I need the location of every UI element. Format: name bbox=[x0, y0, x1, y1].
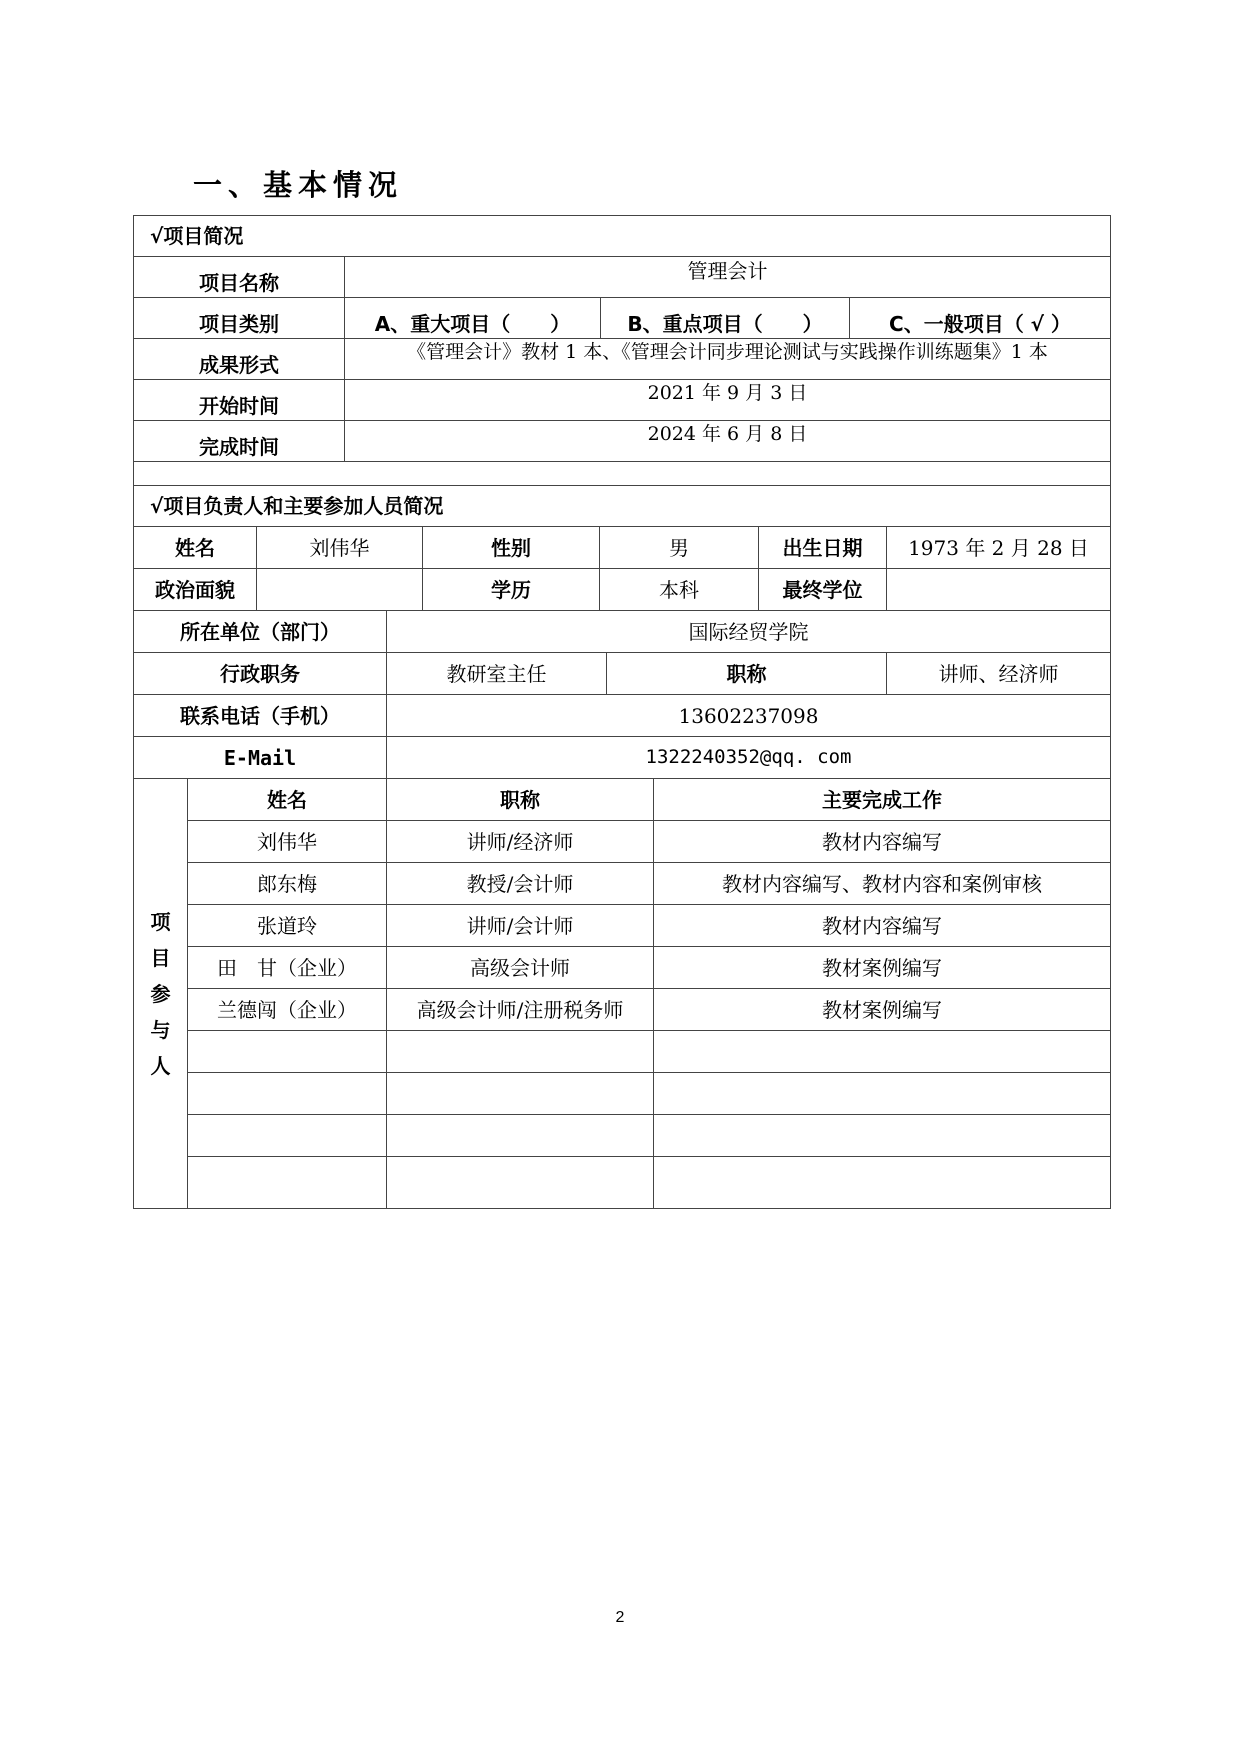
leader-name-label: 姓名 bbox=[133, 526, 257, 569]
start-time-label: 开始时间 bbox=[133, 379, 345, 421]
participant-work: 教材案例编写 bbox=[653, 988, 1111, 1031]
participant-name bbox=[187, 1156, 387, 1209]
side-label-char: 目 bbox=[150, 945, 171, 970]
participant-name bbox=[187, 1072, 387, 1115]
participant-work: 教材内容编写 bbox=[653, 904, 1111, 947]
participant-name bbox=[187, 1114, 387, 1157]
participant-name: 郎东梅 bbox=[187, 862, 387, 905]
side-label-char: 项 bbox=[150, 909, 171, 934]
participant-title: 讲师/会计师 bbox=[386, 904, 654, 947]
side-label-char: 与 bbox=[150, 1017, 171, 1042]
participant-work bbox=[653, 1156, 1111, 1209]
participant-title: 讲师/经济师 bbox=[386, 820, 654, 863]
birth-date-value: 1973 年 2 月 28 日 bbox=[886, 526, 1111, 569]
birth-date-label: 出生日期 bbox=[758, 526, 887, 569]
side-label-char: 人 bbox=[150, 1053, 171, 1078]
participants-col-title: 职称 bbox=[386, 778, 654, 821]
participant-title bbox=[386, 1114, 654, 1157]
output-form-value: 《管理会计》教材 1 本、《管理会计同步理论测试与实践操作训练题集》1 本 bbox=[344, 338, 1111, 380]
degree-value bbox=[886, 568, 1111, 611]
gender-label: 性别 bbox=[422, 526, 600, 569]
category-general: C、一般项目（ √ ） bbox=[849, 297, 1111, 339]
gender-value: 男 bbox=[599, 526, 759, 569]
participant-name bbox=[187, 1030, 387, 1073]
page-number: 2 bbox=[615, 1609, 625, 1626]
professional-title-label: 职称 bbox=[606, 652, 887, 695]
degree-label: 最终学位 bbox=[758, 568, 887, 611]
leader-name-value: 刘伟华 bbox=[256, 526, 423, 569]
participant-name: 兰德闯（企业） bbox=[187, 988, 387, 1031]
admin-position-value: 教研室主任 bbox=[386, 652, 607, 695]
participant-name: 张道玲 bbox=[187, 904, 387, 947]
email-label: E-Mail bbox=[133, 736, 387, 779]
participant-name: 田 甘（企业） bbox=[187, 946, 387, 989]
spacer-row bbox=[133, 461, 1111, 486]
leader-section-header: √项目负责人和主要参加人员简况 bbox=[133, 485, 1111, 527]
phone-label: 联系电话（手机） bbox=[133, 694, 387, 737]
participant-name: 刘伟华 bbox=[187, 820, 387, 863]
participant-title bbox=[386, 1072, 654, 1115]
participant-work: 教材案例编写 bbox=[653, 946, 1111, 989]
email-value: 1322240352@qq. com bbox=[386, 736, 1111, 779]
participant-work bbox=[653, 1030, 1111, 1073]
professional-title-value: 讲师、经济师 bbox=[886, 652, 1111, 695]
participant-work: 教材内容编写 bbox=[653, 820, 1111, 863]
politics-label: 政治面貌 bbox=[133, 568, 257, 611]
end-time-value: 2024 年 6 月 8 日 bbox=[344, 420, 1111, 462]
unit-value: 国际经贸学院 bbox=[386, 610, 1111, 653]
participant-work bbox=[653, 1072, 1111, 1115]
participants-col-work: 主要完成工作 bbox=[653, 778, 1111, 821]
phone-value: 13602237098 bbox=[386, 694, 1111, 737]
project-name-value: 管理会计 bbox=[344, 256, 1111, 298]
category-key: B、重点项目（ ） bbox=[600, 297, 850, 339]
politics-value bbox=[256, 568, 423, 611]
start-time-value: 2021 年 9 月 3 日 bbox=[344, 379, 1111, 421]
participant-title: 教授/会计师 bbox=[386, 862, 654, 905]
section-title: 一、基本情况 bbox=[193, 168, 404, 202]
side-label-char: 参 bbox=[150, 981, 171, 1006]
participant-title bbox=[386, 1156, 654, 1209]
unit-label: 所在单位（部门） bbox=[133, 610, 387, 653]
admin-position-label: 行政职务 bbox=[133, 652, 387, 695]
project-overview-header: √项目简况 bbox=[133, 215, 1111, 257]
category-major: A、重大项目（ ） bbox=[344, 297, 601, 339]
participant-title: 高级会计师/注册税务师 bbox=[386, 988, 654, 1031]
participants-col-name: 姓名 bbox=[187, 778, 387, 821]
education-value: 本科 bbox=[599, 568, 759, 611]
education-label: 学历 bbox=[422, 568, 600, 611]
participant-work bbox=[653, 1114, 1111, 1157]
participant-title: 高级会计师 bbox=[386, 946, 654, 989]
end-time-label: 完成时间 bbox=[133, 420, 345, 462]
participants-side-label bbox=[133, 778, 188, 1209]
participant-title bbox=[386, 1030, 654, 1073]
output-form-label: 成果形式 bbox=[133, 338, 345, 380]
participant-work: 教材内容编写、教材内容和案例审核 bbox=[653, 862, 1111, 905]
basic-info-table bbox=[133, 215, 1111, 1215]
project-category-label: 项目类别 bbox=[133, 297, 345, 339]
project-name-label: 项目名称 bbox=[133, 256, 345, 298]
